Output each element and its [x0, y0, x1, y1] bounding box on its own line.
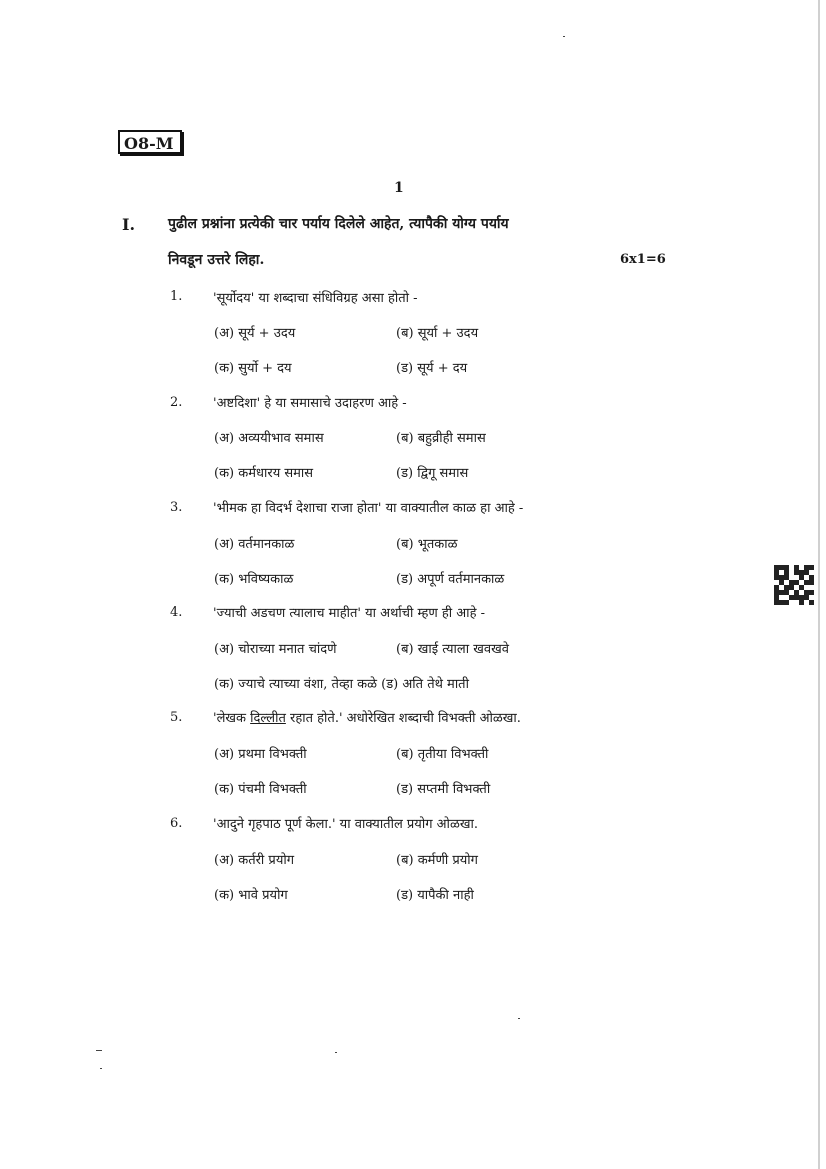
qr-module — [809, 590, 814, 595]
question-number: 1. — [170, 289, 183, 304]
question-text: 'भीमक हा विदर्भ देशाचा राजा होता' या वाक्यातील काळ हा आहे - — [213, 501, 524, 516]
question-text-after: रहात होते.' अधोरेखित शब्दाची विभक्ती ओळखा. — [285, 711, 521, 726]
qr-module — [809, 565, 814, 570]
paper-code-box: O8-M — [118, 130, 182, 154]
question-text: 'ज्याची अडचण त्यालाच माहीत' या अर्थाची म्हण ही आहे - — [213, 606, 485, 621]
option-a: (अ) अव्ययीभाव समास — [214, 431, 324, 446]
option-c: (क) कर्मधारय समास — [214, 466, 314, 481]
option-b: (ब) सूर्या + उदय — [396, 326, 479, 341]
option-c: (क) भावे प्रयोग — [214, 888, 288, 903]
option-d: (ड) सूर्य + दय — [396, 361, 468, 376]
option-c: (क) सुर्यो + दय — [214, 361, 292, 376]
scan-speck — [518, 1018, 520, 1019]
question-number: 2. — [170, 395, 183, 410]
qr-module — [809, 575, 814, 580]
option-b: (ब) भूतकाळ — [396, 537, 458, 552]
question-number: 5. — [170, 710, 183, 725]
page-number: 1 — [394, 180, 404, 196]
question-text-before: 'लेखक — [213, 711, 251, 726]
underlined-word: दिल्लीत — [250, 711, 286, 726]
scan-speck — [335, 1052, 337, 1053]
option-a: (अ) सूर्य + उदय — [214, 326, 296, 341]
section-instruction-line2: निवडून उत्तरे लिहा. — [168, 252, 265, 268]
qr-module — [809, 570, 814, 575]
question-text: 'सूर्योदय' या शब्दाचा संधिविग्रह असा होतो - — [213, 291, 418, 306]
option-b: (ब) खाई त्याला खवखवे — [396, 642, 509, 657]
option-c: (क) भविष्यकाळ — [214, 572, 294, 587]
scan-speck — [96, 1050, 102, 1051]
option-d: (ड) सप्तमी विभक्ती — [396, 782, 491, 797]
option-b: (ब) तृतीया विभक्ती — [396, 747, 489, 762]
qr-code — [774, 565, 814, 603]
question-number: 4. — [170, 605, 183, 620]
option-b: (ब) बहुव्रीही समास — [396, 431, 486, 446]
option-b: (ब) कर्मणी प्रयोग — [396, 853, 478, 868]
qr-module — [809, 580, 814, 585]
question-number: 6. — [170, 816, 183, 831]
section-marks: 6x1=6 — [620, 252, 666, 267]
scan-speck — [100, 1068, 102, 1069]
question-number: 3. — [170, 500, 183, 515]
question-text — [213, 708, 521, 726]
option-d: (ड) द्विगू समास — [396, 466, 469, 481]
question-text: 'अष्टदिशा' हे या समासाचे उदाहरण आहे - — [213, 396, 407, 411]
option-a: (अ) कर्तरी प्रयोग — [214, 853, 295, 868]
option-d: (ड) यापैकी नाही — [396, 888, 474, 903]
section-number: I. — [122, 215, 136, 234]
section-instruction-line1: पुढील प्रश्नांना प्रत्येकी चार पर्याय दिलेले आहेत, त्यापैकी योग्य पर्याय — [168, 216, 509, 232]
qr-module — [809, 600, 814, 605]
option-c-d: (क) ज्याचे त्याच्या वंशा, तेव्हा कळे (ड) अति तेथे माती — [214, 677, 469, 692]
option-d: (ड) अपूर्ण वर्तमानकाळ — [396, 572, 505, 587]
qr-module — [809, 595, 814, 600]
option-a: (अ) वर्तमानकाळ — [214, 537, 295, 552]
option-c: (क) पंचमी विभक्ती — [214, 782, 307, 797]
scan-speck — [563, 36, 565, 37]
question-text: 'आदुने गृहपाठ पूर्ण केला.' या वाक्यातील प्रयोग ओळखा. — [213, 817, 478, 832]
option-a: (अ) प्रथमा विभक्ती — [214, 747, 307, 762]
qr-module — [809, 585, 814, 590]
page-edge-shadow — [818, 0, 820, 1169]
option-a: (अ) चोराच्या मनात चांदणे — [214, 642, 337, 657]
